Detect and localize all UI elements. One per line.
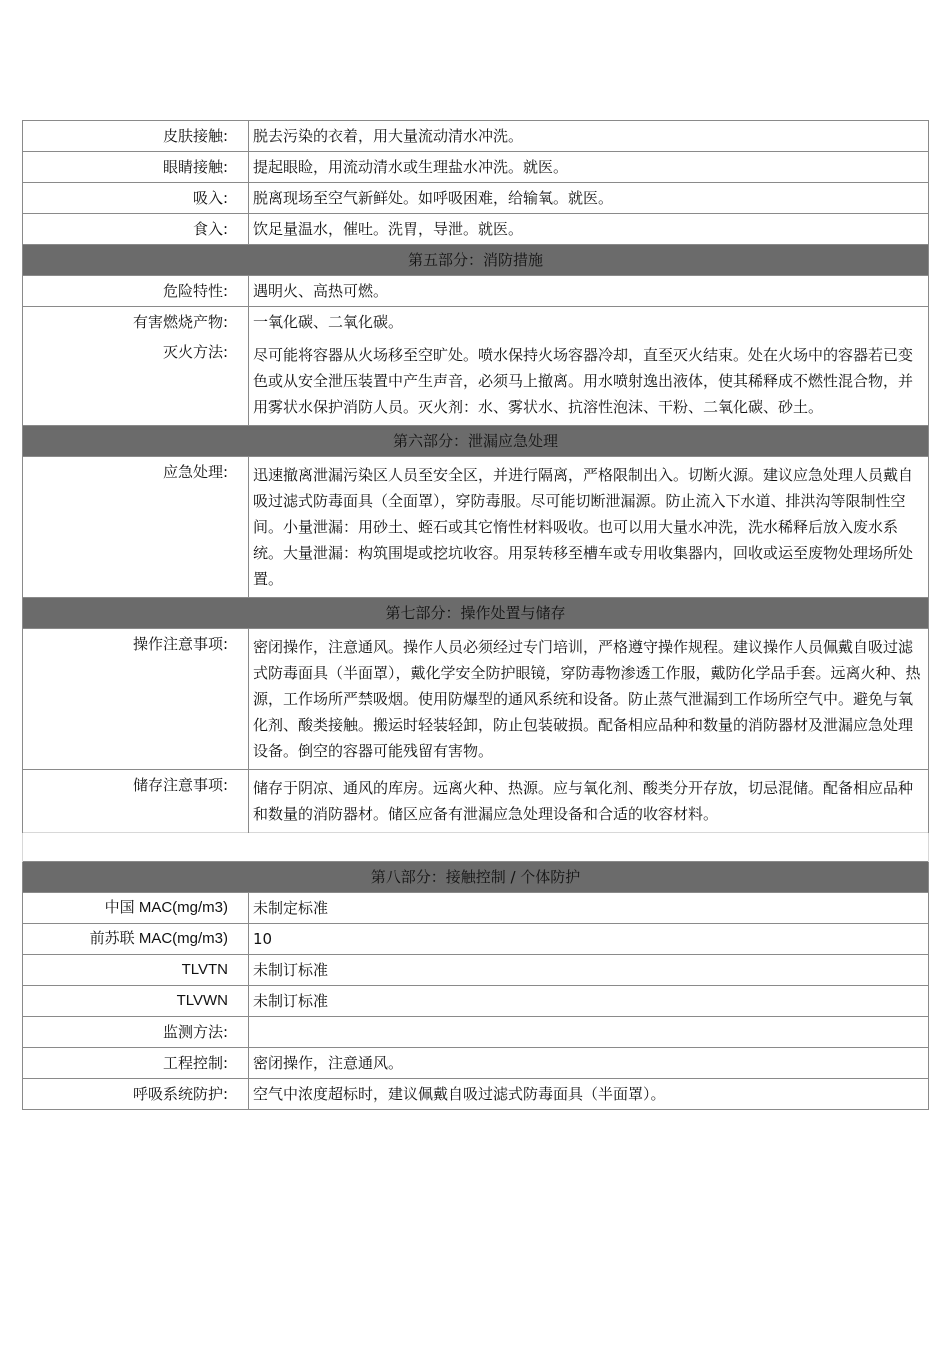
- section-title: 第七部分：操作处置与储存: [23, 598, 929, 629]
- row-label: 工程控制:: [23, 1048, 249, 1079]
- row-value: 密闭操作，注意通风。操作人员必须经过专门培训，严格遵守操作规程。建议操作人员佩戴自吸过滤式防毒面具（半面罩），戴化学安全防护眼镜，穿防毒物渗透工作服，戴防化学品手套。远离火种、热源，工作场所严禁吸烟。使用防爆型的通风系统和设备。防止蒸气泄漏到工作场所空气中。避免与氧化剂、酸类接触。搬运时轻装轻卸，防止包装破损。配备相应品种和数量的消防器材及泄漏应急处理设备。倒空的容器可能残留有害物。: [249, 629, 929, 770]
- row-value: 未制订标准: [249, 986, 929, 1017]
- table-row: [23, 770, 929, 833]
- row-label: 前苏联 MAC(mg/m3): [23, 924, 249, 955]
- section-title: 第八部分：接触控制 / 个体防护: [23, 862, 929, 893]
- row-label: TLVTN: [23, 955, 249, 986]
- row-value: 饮足量温水，催吐。洗胃，导泄。就医。: [249, 214, 929, 245]
- row-label: 操作注意事项:: [23, 629, 249, 770]
- msds-table: [22, 120, 929, 1110]
- table-row: [23, 337, 929, 426]
- table-row: [23, 276, 929, 307]
- row-value: 储存于阴凉、通风的库房。远离火种、热源。应与氧化剂、酸类分开存放，切忌混储。配备相应品种和数量的消防器材。储区应备有泄漏应急处理设备和合适的收容材料。: [249, 770, 929, 833]
- row-label: 应急处理:: [23, 457, 249, 598]
- table-row: [23, 893, 929, 924]
- table-row: [23, 457, 929, 598]
- section-title: 第五部分：消防措施: [23, 245, 929, 276]
- row-value: 密闭操作，注意通风。: [249, 1048, 929, 1079]
- table-row: [23, 924, 929, 955]
- section-header: [23, 245, 929, 276]
- table-row: [23, 307, 929, 338]
- section-header: [23, 598, 929, 629]
- row-value: 脱离现场至空气新鲜处。如呼吸困难，给输氧。就医。: [249, 183, 929, 214]
- section-title: 第六部分：泄漏应急处理: [23, 426, 929, 457]
- row-value: 未制定标准: [249, 893, 929, 924]
- row-label: 储存注意事项:: [23, 770, 249, 833]
- table-row: [23, 1079, 929, 1110]
- table-row: [23, 121, 929, 152]
- row-label: 呼吸系统防护:: [23, 1079, 249, 1110]
- msds-sheet: [22, 120, 928, 1110]
- table-row: [23, 152, 929, 183]
- table-row: [23, 986, 929, 1017]
- row-value: 未制订标准: [249, 955, 929, 986]
- table-row: [23, 214, 929, 245]
- row-label: 中国 MAC(mg/m3): [23, 893, 249, 924]
- row-label: TLVWN: [23, 986, 249, 1017]
- row-value: 一氧化碳、二氧化碳。: [249, 307, 929, 338]
- row-label: 眼睛接触:: [23, 152, 249, 183]
- row-value: 尽可能将容器从火场移至空旷处。喷水保持火场容器冷却，直至灭火结束。处在火场中的容器若已变色或从安全泄压装置中产生声音，必须马上撤离。用水喷射逸出液体，使其稀释成不燃性混合物，并用雾状水保护消防人员。灭火剂：水、雾状水、抗溶性泡沫、干粉、二氧化碳、砂土。: [249, 337, 929, 426]
- row-value: 10: [249, 924, 929, 955]
- table-row: [23, 629, 929, 770]
- row-label: 监测方法:: [23, 1017, 249, 1048]
- row-label: 有害燃烧产物:: [23, 307, 249, 338]
- table-row: [23, 1017, 929, 1048]
- row-label: 灭火方法:: [23, 337, 249, 426]
- row-value: 提起眼睑，用流动清水或生理盐水冲洗。就医。: [249, 152, 929, 183]
- table-row: [23, 183, 929, 214]
- row-value: 迅速撤离泄漏污染区人员至安全区，并进行隔离，严格限制出入。切断火源。建议应急处理人员戴自吸过滤式防毒面具（全面罩），穿防毒服。尽可能切断泄漏源。防止流入下水道、排洪沟等限制性空间。小量泄漏：用砂土、蛭石或其它惰性材料吸收。也可以用大量水冲洗，洗水稀释后放入废水系统。大量泄漏：构筑围堤或挖坑收容。用泵转移至槽车或专用收集器内，回收或运至废物处理场所处置。: [249, 457, 929, 598]
- row-value: 遇明火、高热可燃。: [249, 276, 929, 307]
- row-label: 食入:: [23, 214, 249, 245]
- row-label: 吸入:: [23, 183, 249, 214]
- section-header: [23, 426, 929, 457]
- row-value: [249, 1017, 929, 1048]
- spacer-row: [23, 833, 929, 862]
- table-row: [23, 1048, 929, 1079]
- row-value: 脱去污染的衣着，用大量流动清水冲洗。: [249, 121, 929, 152]
- section-header: [23, 862, 929, 893]
- table-row: [23, 955, 929, 986]
- row-label: 皮肤接触:: [23, 121, 249, 152]
- row-label: 危险特性:: [23, 276, 249, 307]
- row-value: 空气中浓度超标时，建议佩戴自吸过滤式防毒面具（半面罩）。: [249, 1079, 929, 1110]
